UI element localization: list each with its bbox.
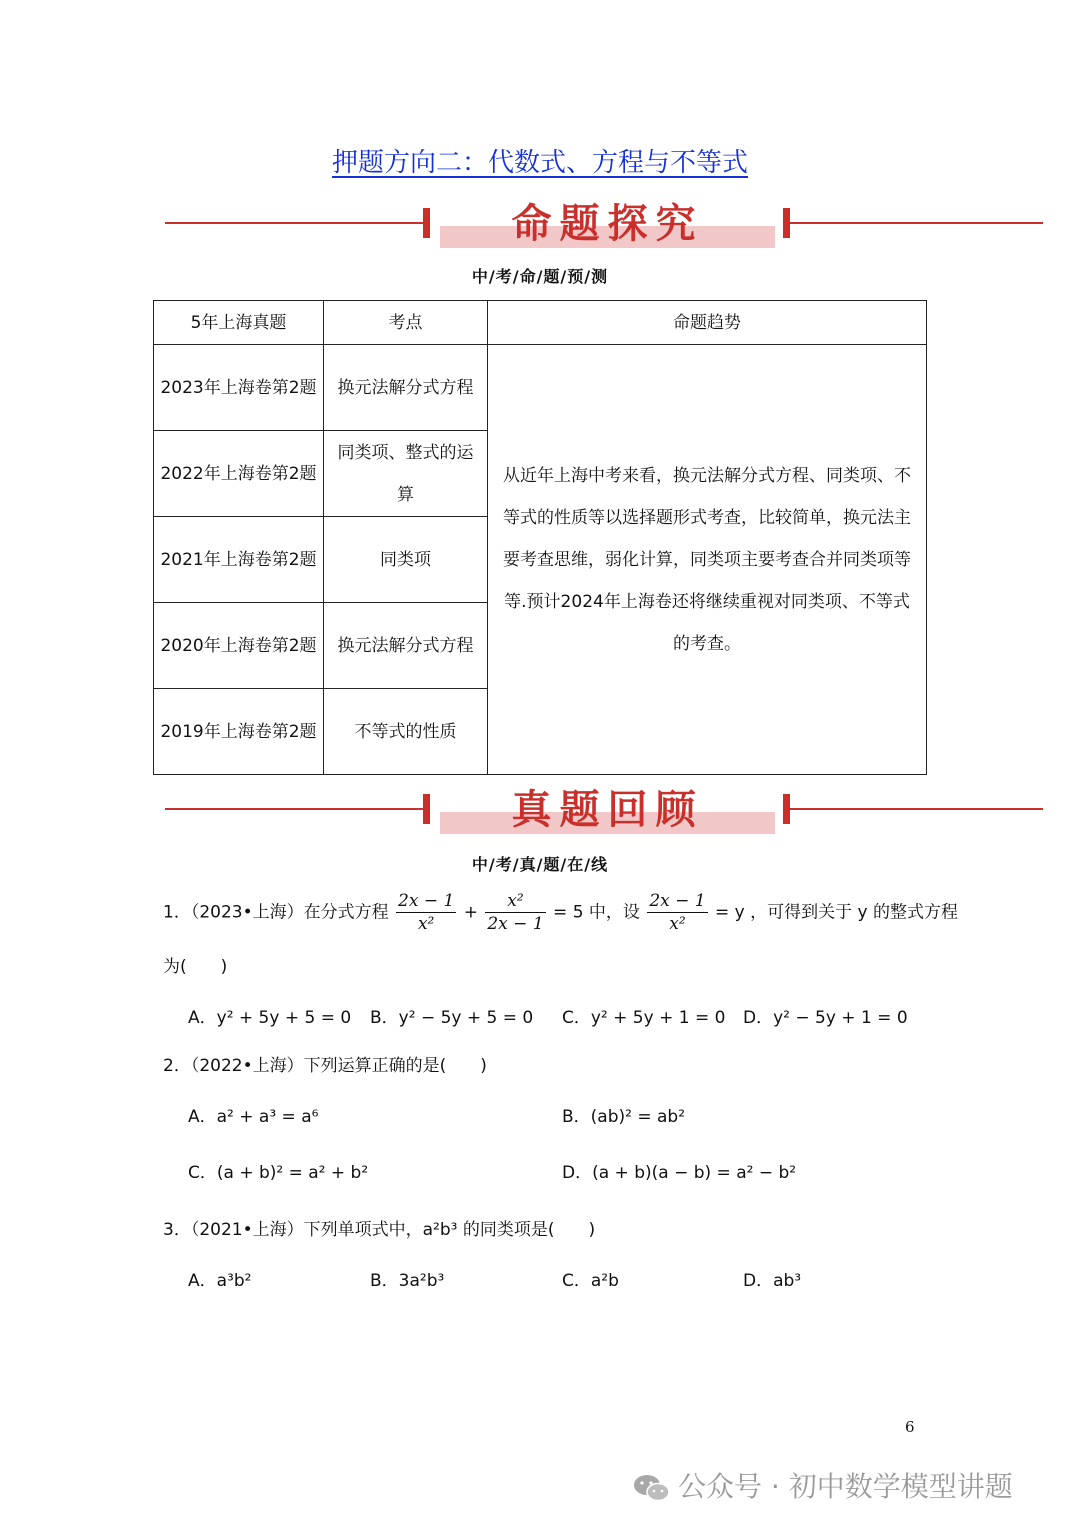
banner-bar-right	[783, 794, 790, 824]
banner-line-right	[790, 222, 1043, 224]
page-number: 6	[905, 1418, 915, 1436]
wechat-icon	[632, 1473, 672, 1503]
fraction	[647, 890, 707, 935]
denominator: x²	[669, 914, 686, 934]
numerator: 2x − 1	[649, 891, 706, 911]
q1-middle: = 5 中，设	[553, 902, 640, 923]
table-header: 命题趋势	[488, 301, 927, 345]
table-cell-year: 2020年上海卷第2题	[154, 603, 324, 689]
banner-subtitle: 中/考/真/题/在/线	[471, 855, 609, 874]
question-1-stem	[163, 890, 958, 935]
q3-option-b[interactable]: B．3a²b³	[370, 1271, 445, 1291]
table-header: 考点	[324, 301, 488, 345]
table-cell-point: 不等式的性质	[324, 689, 488, 775]
banner-title: 命题探究	[511, 201, 704, 247]
numerator: x²	[485, 890, 545, 913]
denominator: 2x − 1	[487, 914, 544, 934]
q1-prefix: 1．（2023•上海）在分式方程	[163, 902, 389, 923]
table-header-row	[154, 301, 927, 345]
banner-line-left	[165, 808, 423, 810]
q2-option-b[interactable]: B．(ab)² = ab²	[562, 1107, 686, 1127]
numerator: 2x − 1	[398, 891, 455, 911]
table-cell-point: 换元法解分式方程	[324, 603, 488, 689]
banner-subtitle: 中/考/命/题/预/测	[471, 267, 609, 286]
denominator: x²	[417, 914, 435, 934]
question-1-line2: 为( )	[163, 957, 228, 977]
q1-option-c[interactable]: C．y² + 5y + 1 = 0	[562, 1008, 726, 1028]
q3-option-c[interactable]: C．a²b	[562, 1271, 619, 1291]
table-row	[154, 345, 927, 431]
q2-option-c[interactable]: C．(a + b)² = a² + b²	[188, 1163, 369, 1183]
banner-title: 真题回顾	[511, 787, 704, 833]
table-cell-point: 换元法解分式方程	[324, 345, 488, 431]
exam-table	[153, 300, 927, 775]
q3-option-a[interactable]: A．a³b²	[188, 1271, 252, 1291]
table-header: 5年上海真题	[154, 301, 324, 345]
banner-proposition	[0, 201, 1080, 268]
banner-line-right	[790, 808, 1043, 810]
plus-sign: +	[463, 902, 478, 923]
q2-option-a[interactable]: A．a² + a³ = a⁶	[188, 1107, 319, 1127]
q1-option-b[interactable]: B．y² − 5y + 5 = 0	[370, 1008, 534, 1028]
table-cell-year: 2021年上海卷第2题	[154, 517, 324, 603]
banner-line-left	[165, 222, 423, 224]
q3-option-d[interactable]: D．ab³	[743, 1271, 802, 1291]
banner-review	[0, 787, 1080, 854]
q1-tail: = y ，可得到关于 y 的整式方程	[715, 902, 958, 923]
table-cell-point: 同类项、整式的运算	[324, 431, 488, 517]
q1-option-d[interactable]: D．y² − 5y + 1 = 0	[743, 1008, 908, 1028]
table-cell-point: 同类项	[324, 517, 488, 603]
watermark-text: 公众号 · 初中数学模型讲题	[678, 1470, 1013, 1503]
fraction	[485, 890, 545, 935]
table-cell-year: 2019年上海卷第2题	[154, 689, 324, 775]
table-cell-trend: 从近年上海中考来看，换元法解分式方程、同类项、不等式的性质等以选择题形式考查，比较简单，换元法主要考查思维，弱化计算，同类项主要考查合并同类项等等.预计2024年上海卷还将继续重视对同类项、不等式的考查。	[488, 345, 927, 775]
banner-bar-right	[783, 208, 790, 238]
watermark	[632, 1465, 1013, 1505]
table-cell-year: 2023年上海卷第2题	[154, 345, 324, 431]
banner-bar-left	[423, 208, 430, 238]
question-3-stem: 3．（2021•上海）下列单项式中，a²b³ 的同类项是( )	[163, 1220, 596, 1240]
table-cell-year: 2022年上海卷第2题	[154, 431, 324, 517]
question-2-stem: 2．（2022•上海）下列运算正确的是( )	[163, 1056, 487, 1076]
q1-option-a[interactable]: A．y² + 5y + 5 = 0	[188, 1008, 352, 1028]
q2-option-d[interactable]: D．(a + b)(a − b) = a² − b²	[562, 1163, 797, 1183]
banner-bar-left	[423, 794, 430, 824]
fraction	[396, 890, 456, 935]
page-title: 押题方向二：代数式、方程与不等式	[331, 148, 748, 178]
